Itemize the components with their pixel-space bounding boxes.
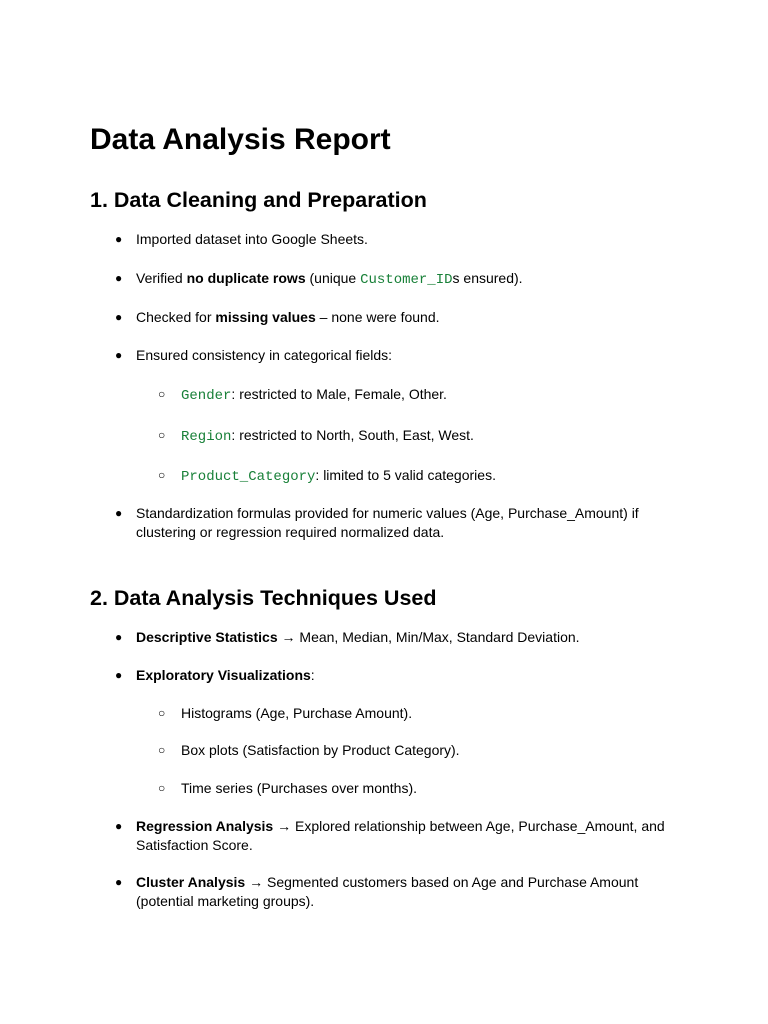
item-text: Time series (Purchases over months).	[181, 780, 417, 796]
item-text: s ensured).	[452, 270, 523, 286]
section-heading-techniques: 2. Data Analysis Techniques Used	[90, 586, 437, 610]
sub-bullet-icon: ○	[158, 428, 166, 442]
list-item	[115, 817, 676, 855]
item-text: Standardization formulas provided for numeric values (Age, Purchase_Amount) if	[136, 505, 639, 521]
bullet-icon: ●	[115, 310, 123, 324]
list-item	[115, 628, 676, 647]
item-text: → Mean, Median, Min/Max, Standard Deviation.	[277, 629, 580, 645]
list-item	[115, 230, 676, 249]
item-text: → Explored relationship between Age, Purchase_Amount, and	[273, 818, 665, 834]
item-text: – none were found.	[315, 309, 440, 325]
page-title: Data Analysis Report	[90, 123, 391, 156]
list-item	[115, 873, 676, 911]
item-text: (unique	[305, 270, 361, 286]
item-text: :	[310, 667, 315, 683]
bullet-icon: ●	[115, 232, 123, 246]
list-item	[115, 269, 676, 290]
bullet-icon: ●	[115, 271, 123, 285]
sub-bullet-icon: ○	[158, 468, 166, 482]
bullet-icon: ●	[115, 819, 123, 833]
item-bold-text: Cluster Analysis	[136, 874, 246, 890]
item-bold-text: Regression Analysis	[136, 818, 274, 834]
item-text: Satisfaction Score.	[136, 837, 253, 853]
inline-code: Customer_ID	[360, 272, 453, 288]
item-bold-text: Descriptive Statistics	[136, 629, 278, 645]
bullet-icon: ●	[115, 630, 123, 644]
sub-list-item	[158, 779, 681, 798]
sub-list-item	[158, 741, 681, 760]
item-text: : limited to 5 valid categories.	[315, 467, 496, 483]
item-bold-text: Exploratory Visualizations	[136, 667, 311, 683]
list-item	[115, 666, 676, 685]
sub-list-item	[158, 466, 681, 487]
inline-code: Product_Category	[181, 469, 316, 485]
inline-code: Region	[181, 429, 232, 445]
sub-list-item	[158, 426, 681, 447]
item-text: Box plots (Satisfaction by Product Category).	[181, 742, 460, 758]
bullet-icon: ●	[115, 668, 123, 682]
bullet-icon: ●	[115, 348, 123, 362]
list-item	[115, 504, 676, 542]
item-text: Verified	[136, 270, 187, 286]
section-heading-cleaning: 1. Data Cleaning and Preparation	[90, 188, 427, 212]
sub-list-item	[158, 385, 681, 406]
item-text: Histograms (Age, Purchase Amount).	[181, 705, 413, 721]
item-bold-text: no duplicate rows	[186, 270, 306, 286]
item-text: Ensured consistency in categorical fields:	[136, 347, 393, 363]
item-text: Imported dataset into Google Sheets.	[136, 231, 368, 247]
sub-bullet-icon: ○	[158, 387, 166, 401]
item-text: → Segmented customers based on Age and Purchase Amount	[245, 874, 639, 890]
bullet-icon: ●	[115, 875, 123, 889]
sub-bullet-icon: ○	[158, 781, 166, 795]
sub-list-item	[158, 704, 681, 723]
sub-bullet-icon: ○	[158, 706, 166, 720]
list-item	[115, 308, 676, 327]
item-text: (potential marketing groups).	[136, 893, 315, 909]
list-item	[115, 346, 676, 365]
item-bold-text: missing values	[215, 309, 316, 325]
item-text: : restricted to North, South, East, West.	[231, 427, 474, 443]
bullet-icon: ●	[115, 506, 123, 520]
inline-code: Gender	[181, 388, 232, 404]
item-text: clustering or regression required normalized data.	[136, 524, 445, 540]
sub-bullet-icon: ○	[158, 743, 166, 757]
item-text: Checked for	[136, 309, 216, 325]
item-text: : restricted to Male, Female, Other.	[231, 386, 447, 402]
